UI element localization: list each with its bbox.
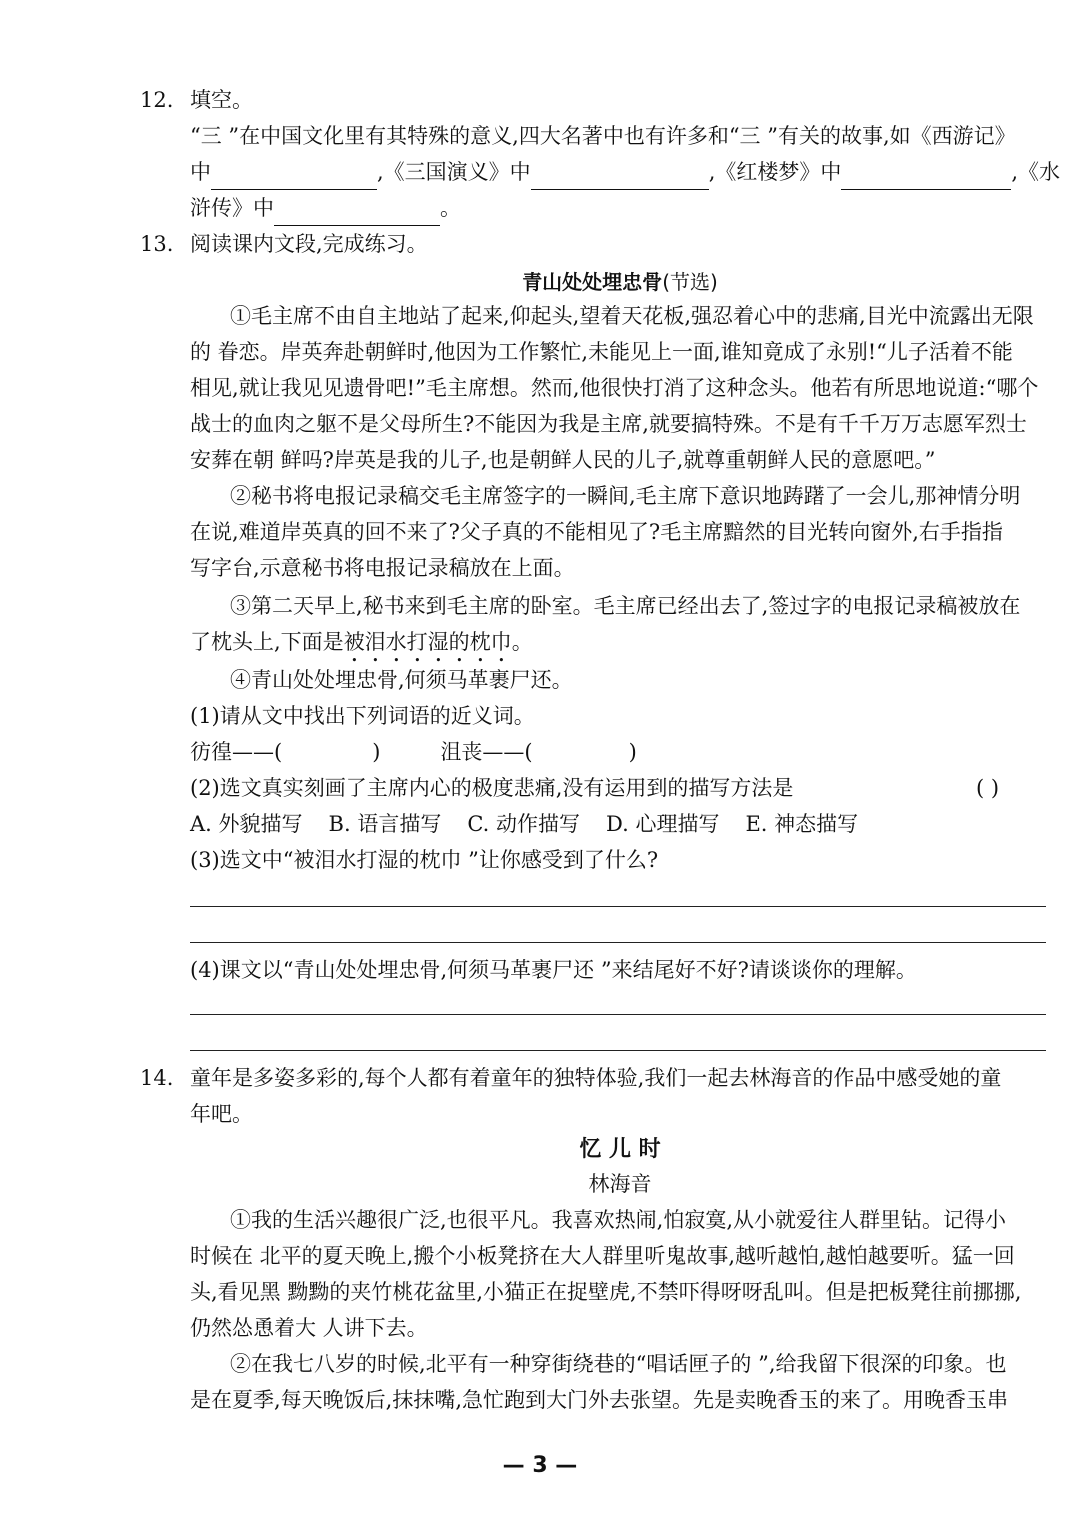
q12-blank-2[interactable] — [531, 163, 709, 190]
q12-number: 12. — [140, 88, 174, 112]
q14-author: 林海音 — [588, 1172, 652, 1196]
q13-para1-line5: 安葬在朝 鲜吗?岸英是我的儿子,也是朝鲜人民的儿子,就尊重朝鲜人民的意愿吧。” — [190, 448, 936, 472]
q14-number: 14. — [140, 1066, 174, 1090]
q14-para2-line1: ②在我七八岁的时候,北平有一种穿街绕巷的“唱话匣子的 ”,给我留下很深的印象。也 — [230, 1352, 1007, 1376]
q13-para3-line1: ③第二天早上,秘书来到毛主席的卧室。毛主席已经出去了,签过字的电报记录稿被放在 — [230, 594, 1021, 618]
answer-line[interactable] — [190, 942, 1046, 943]
q13-para1-line4: 战士的血肉之躯不是父母所生?不能因为我是主席,就要搞特殊。不是有千千万万志愿军烈士 — [190, 412, 1027, 436]
q13-para1-line3: 相见,就让我见见遗骨吧!”毛主席想。然而,他很快打消了这种念头。他若有所思地说道:“哪个 — [190, 376, 1039, 400]
q12-blank-1[interactable] — [211, 163, 377, 190]
q14-para1-line1: ①我的生活兴趣很广泛,也很平凡。我喜欢热闹,怕寂寞,从小就爱往人群里钻。记得小 — [230, 1208, 1007, 1232]
page-number: — 3 — — [502, 1453, 578, 1478]
q12-text-line2: 中 ,《三国演义》中 ,《红楼梦》中 ,《水 — [190, 154, 1050, 190]
dotted-phrase: 被泪水打湿的枕巾 — [343, 630, 512, 654]
option-d[interactable]: D. 心理描写 — [606, 812, 720, 836]
answer-line[interactable] — [190, 1050, 1046, 1051]
q13-para2-line3: 写字台,示意秘书将电报记录稿放在上面。 — [190, 556, 575, 580]
q14-para1-line4: 仍然怂恿着大 人讲下去。 — [190, 1316, 428, 1340]
q13-sub2: (2)选文真实刻画了主席内心的极度悲痛,没有运用到的描写方法是 — [190, 776, 794, 800]
synonym-answer-1[interactable] — [282, 744, 372, 770]
q12-text-line3: 浒传》中 。 — [190, 190, 1050, 226]
option-e[interactable]: E. 神态描写 — [745, 812, 859, 836]
answer-line[interactable] — [190, 906, 1046, 907]
q13-sub4: (4)课文以“青山处处埋忠骨,何须马革裹尸还 ”来结尾好不好?请谈谈你的理解。 — [190, 958, 917, 982]
option-c[interactable]: C. 动作描写 — [467, 812, 580, 836]
q12-blank-4[interactable] — [274, 199, 440, 226]
q14-para1-line2: 时候在 北平的夏天晚上,搬个小板凳挤在大人群里听鬼故事,越听越怕,越怕越要听。猛一回 — [190, 1244, 1015, 1268]
q13-passage-title: 青山处处埋忠骨(节选) — [522, 270, 718, 294]
synonym-answer-2[interactable] — [533, 744, 629, 770]
answer-line[interactable] — [190, 1014, 1046, 1015]
q14-para2-line2: 是在夏季,每天晚饭后,抹抹嘴,急忙跑到大门外去张望。先是卖晚香玉的来了。用晚香玉串 — [190, 1388, 1009, 1412]
q13-para1-line1: ①毛主席不由自主地站了起来,仰起头,望着天花板,强忍着心中的悲痛,目光中流露出无限 — [230, 304, 1034, 328]
q12-text-line1: “三 ”在中国文化里有其特殊的意义,四大名著中也有许多和“三 ”有关的故事,如《西游记》 — [190, 124, 1016, 148]
q13-para2-line2: 在说,难道岸英真的回不来了?父子真的不能相见了?毛主席黯然的目光转向窗外,右手指指 — [190, 520, 1003, 544]
q14-intro-line1: 童年是多姿多彩的,每个人都有着童年的独特体验,我们一起去林海音的作品中感受她的童 — [190, 1066, 1002, 1090]
q13-sub1-answers: 彷徨——( ) 沮丧——( ) — [190, 734, 1050, 770]
q13-number: 13. — [140, 232, 174, 256]
q14-para1-line3: 头,看见黑 黝黝的夹竹桃花盆里,小猫正在捉壁虎,不禁吓得呀呀乱叫。但是把板凳往前挪挪, — [190, 1280, 1022, 1304]
q14-passage-title: 忆 儿 时 — [579, 1137, 661, 1162]
synonym-prompt-1: 彷徨——( — [190, 740, 283, 764]
q13-sub2-options — [190, 806, 1050, 842]
q13-sub2-answer-paren[interactable]: ( ) — [976, 776, 1000, 800]
q13-sub3: (3)选文中“被泪水打湿的枕巾 ”让你感受到了什么? — [190, 848, 659, 872]
option-a[interactable]: A. 外貌描写 — [190, 812, 303, 836]
q13-instruction: 阅读课内文段,完成练习。 — [190, 232, 428, 256]
q14-intro-line2: 年吧。 — [190, 1102, 253, 1126]
q13-para1-line2: 的 眷恋。岸英奔赴朝鲜时,他因为工作繁忙,未能见上一面,谁知竟成了永别!“儿子活着不能 — [190, 340, 1013, 364]
q13-sub1: (1)请从文中找出下列词语的近义词。 — [190, 704, 535, 728]
q12-blank-3[interactable] — [841, 163, 1011, 190]
synonym-prompt-2: 沮丧——( — [440, 740, 533, 764]
q13-para2-line1: ②秘书将电报记录稿交毛主席签字的一瞬间,毛主席下意识地踌躇了一会儿,那神情分明 — [230, 484, 1021, 508]
q13-para4: ④青山处处埋忠骨,何须马革裹尸还。 — [230, 668, 573, 692]
q13-para3-line2: 了枕头上,下面是被泪水打湿的枕巾。 — [190, 630, 533, 654]
option-b[interactable]: B. 语言描写 — [328, 812, 442, 836]
q12-title: 填空。 — [190, 88, 253, 112]
